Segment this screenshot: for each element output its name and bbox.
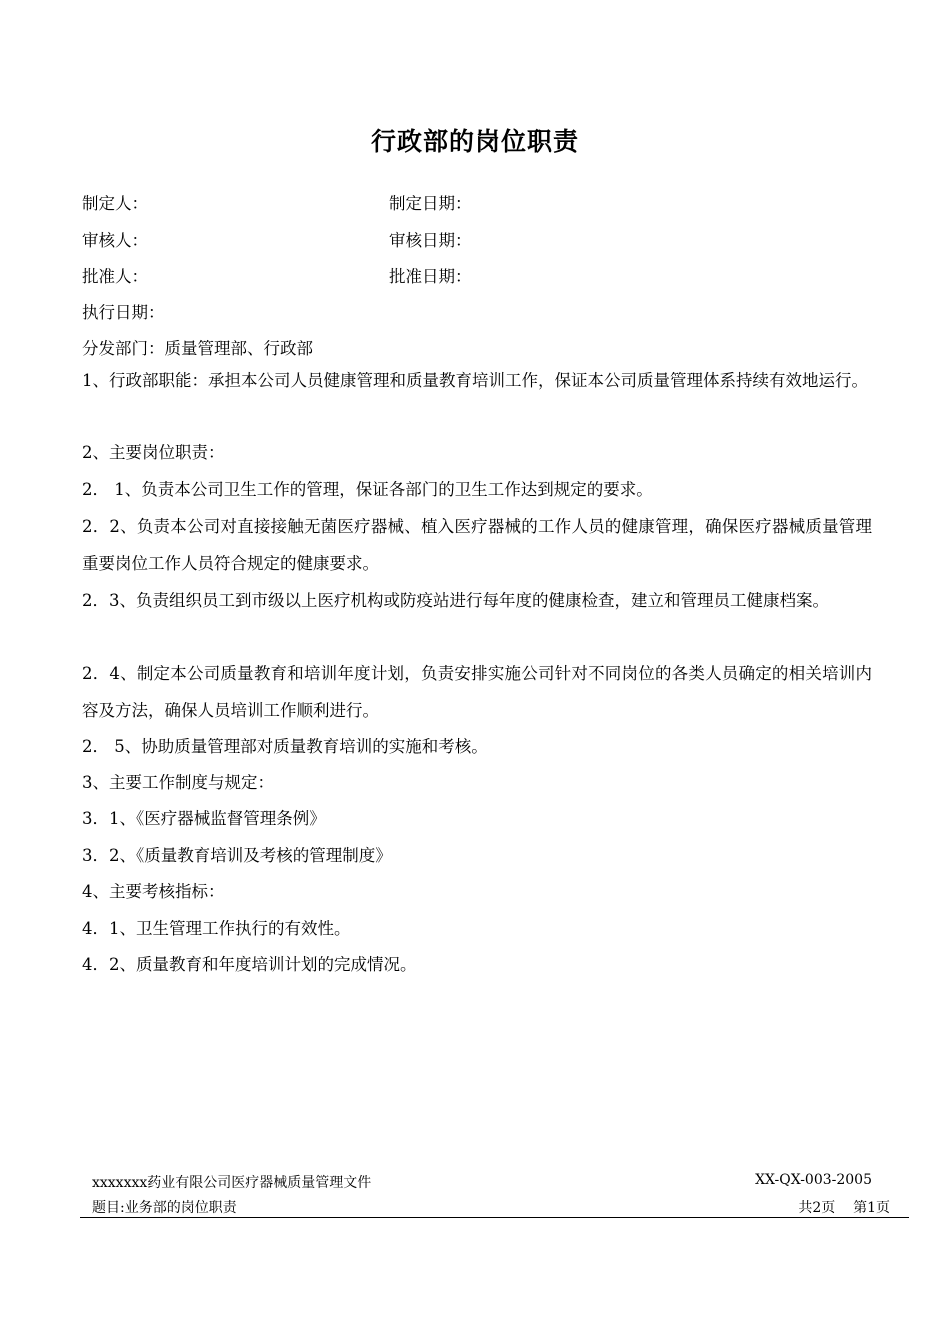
footer-company-doc: xxxxxxx药业有限公司医疗器械质量管理文件: [92, 1175, 372, 1191]
body-section-3-heading: 3、主要工作制度与规定：: [82, 773, 274, 792]
body-item-2-4: 2．4、制定本公司质量教育和培训年度计划，负责安排实施公司针对不同岗位的各类人员确定的相关培训内容及方法，确保人员培训工作顺利进行。: [82, 664, 872, 720]
body-section-1: 1、行政部职能：承担本公司人员健康管理和质量教育培训工作，保证本公司质量管理体系持续有效地运行。: [82, 371, 868, 390]
page-title: 行政部的岗位职责: [370, 127, 579, 156]
footer-total-pages: 共2页: [798, 1200, 836, 1216]
reviewer-label: 审核人：: [82, 231, 148, 250]
footer-page-info: [798, 1197, 890, 1217]
body-item-2-1: 2． 1、负责本公司卫生工作的管理，保证各部门的卫生工作达到规定的要求。: [82, 480, 653, 499]
draft-date-label: 制定日期：: [389, 194, 472, 213]
body-item-2-2: 2．2、负责本公司对直接接触无菌医疗器械、植入医疗器械的工作人员的健康管理，确保医疗器械质量管理重要岗位工作人员符合规定的健康要求。: [82, 517, 872, 573]
body-item-4-2: 4．2、质量教育和年度培训计划的完成情况。: [82, 955, 417, 974]
drafter-label: 制定人：: [82, 194, 148, 213]
review-date-label: 审核日期：: [389, 231, 472, 250]
footer-doc-code: XX-QX-003-2005: [755, 1172, 872, 1188]
exec-date-label: 执行日期：: [82, 303, 165, 322]
body-item-4-1: 4．1、卫生管理工作执行的有效性。: [82, 919, 351, 938]
body-item-3-2: 3．2、《质量教育培训及考核的管理制度》: [82, 846, 392, 865]
footer-current-page: 第1页: [853, 1200, 890, 1216]
body-section-2-heading: 2、主要岗位职责：: [82, 443, 225, 462]
approver-label: 批准人：: [82, 267, 148, 286]
footer-divider: [80, 1217, 909, 1218]
body-section-4-heading: 4、主要考核指标：: [82, 882, 225, 901]
body-item-2-5: 2． 5、协助质量管理部对质量教育培训的实施和考核。: [82, 737, 488, 756]
footer-subject: 题目:业务部的岗位职责: [92, 1200, 237, 1216]
body-item-2-3: 2．3、负责组织员工到市级以上医疗机构或防疫站进行每年度的健康检查，建立和管理员工健康档案。: [82, 591, 829, 610]
approve-date-label: 批准日期：: [389, 267, 472, 286]
body-item-3-1: 3．1、《医疗器械监督管理条例》: [82, 809, 326, 828]
distribution-line: 分发部门：质量管理部、行政部: [82, 339, 313, 358]
